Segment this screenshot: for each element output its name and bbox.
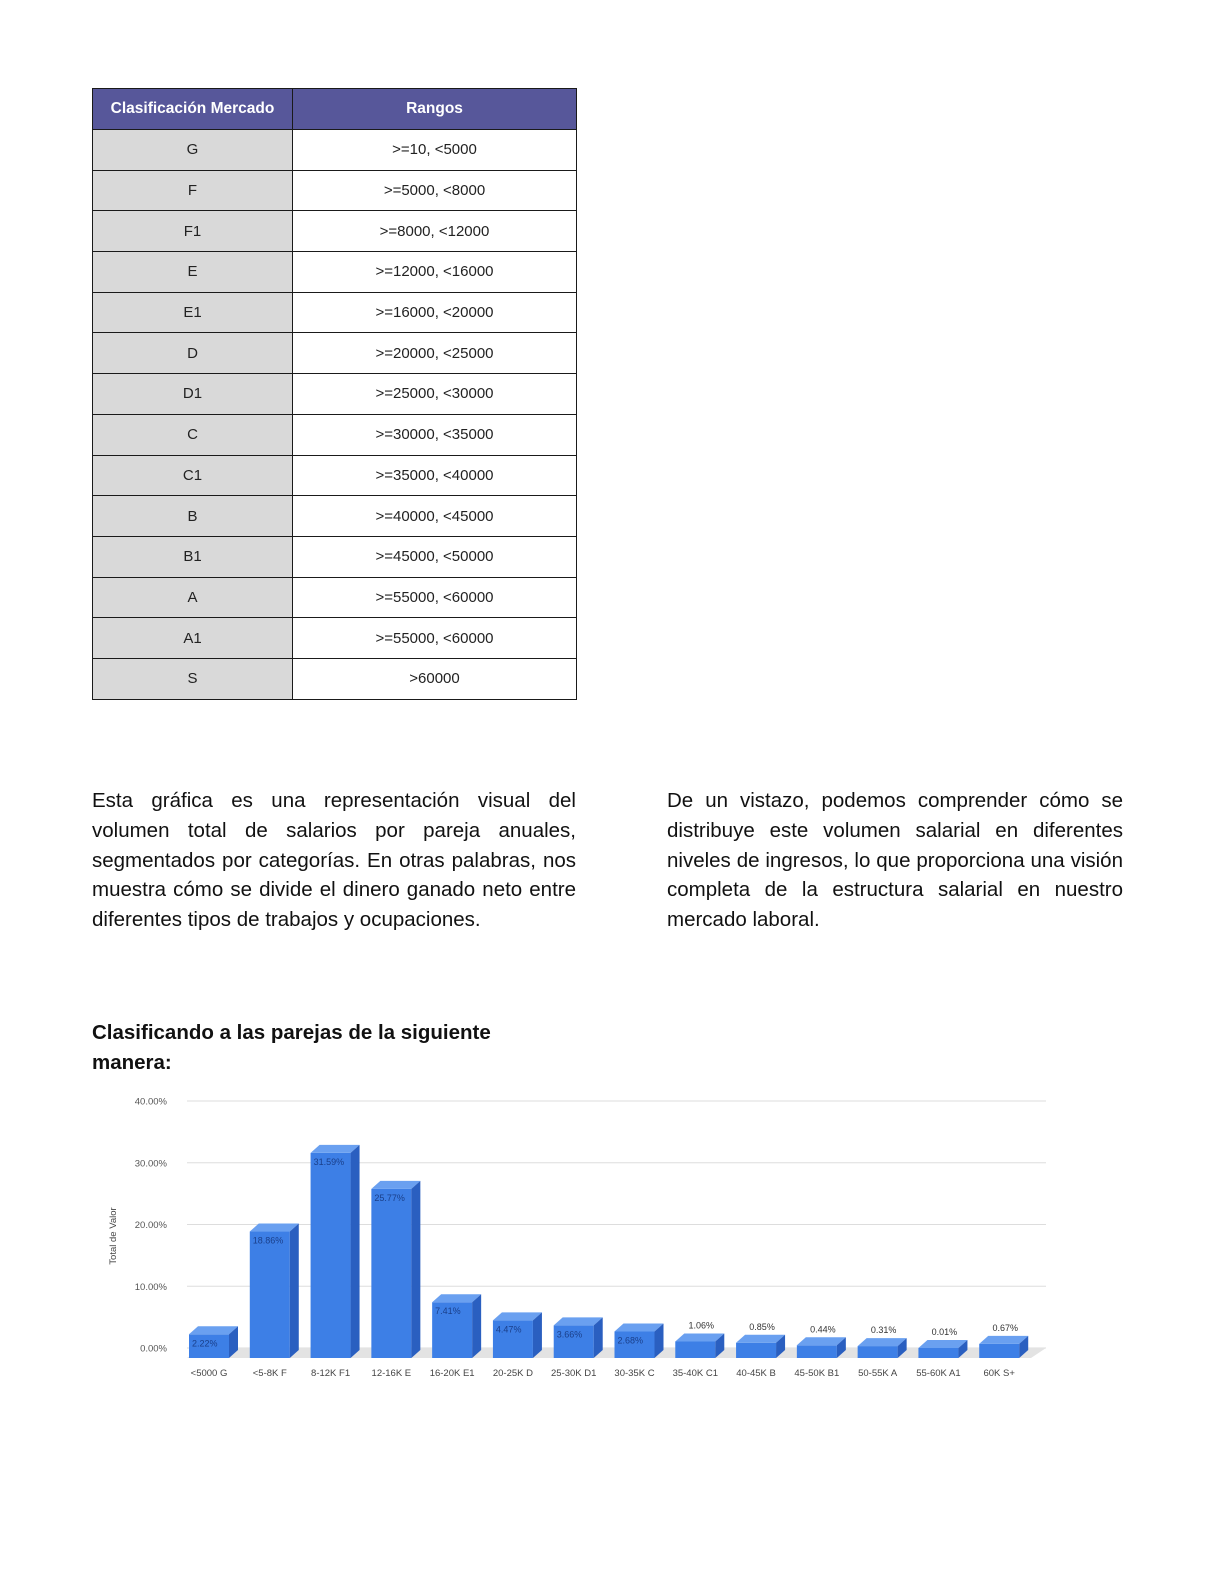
table-header-row	[93, 89, 577, 130]
body-paragraph-right: De un vistazo, podemos comprender cómo se distribuye este volumen salarial en diferentes niveles de ingresos, lo que proporciona una visión completa de la estructura salarial en nuestro mercado laboral.	[667, 789, 1123, 932]
bar-group	[858, 1338, 907, 1358]
bar-side	[533, 1312, 542, 1358]
table-row	[93, 211, 577, 252]
classification-cell: D	[93, 333, 293, 374]
classification-cell: E	[93, 252, 293, 293]
bar	[371, 1189, 411, 1358]
market-classification-table	[92, 88, 577, 700]
x-tick-label: 45-50K B1	[794, 1368, 840, 1379]
data-label: 0.85%	[749, 1321, 775, 1332]
table-row	[93, 374, 577, 415]
range-cell: >=35000, <40000	[293, 455, 577, 496]
table-row	[93, 292, 577, 333]
data-label: 3.66%	[556, 1329, 583, 1340]
classification-cell: D1	[93, 374, 293, 415]
x-tick-label: <5-8K F	[252, 1368, 287, 1379]
classification-cell: C1	[93, 455, 293, 496]
x-tick-label: 35-40K C1	[672, 1368, 718, 1379]
range-cell: >=8000, <12000	[293, 211, 577, 252]
data-label: 0.31%	[870, 1325, 897, 1336]
table-row	[93, 496, 577, 537]
data-label: 2.68%	[617, 1335, 644, 1346]
table-row	[93, 577, 577, 618]
range-cell: >=55000, <60000	[293, 618, 577, 659]
bar	[675, 1341, 715, 1358]
classification-cell: A	[93, 577, 293, 618]
range-cell: >=55000, <60000	[293, 577, 577, 618]
bar	[979, 1344, 1019, 1358]
column-header-classification: Clasificación Mercado	[93, 89, 293, 130]
y-tick-label: 30.00%	[134, 1158, 167, 1170]
classification-cell: S	[93, 658, 293, 699]
bar-side	[351, 1145, 360, 1358]
y-axis-label: Total de Valor	[108, 1207, 119, 1265]
x-tick-label: 20-25K D	[492, 1368, 533, 1379]
range-cell: >=25000, <30000	[293, 374, 577, 415]
bar	[918, 1348, 958, 1358]
data-label: 4.47%	[495, 1324, 522, 1335]
x-tick-label: 60K S+	[983, 1368, 1015, 1379]
bar-side	[411, 1181, 420, 1358]
bar	[311, 1153, 351, 1358]
bar-group	[979, 1336, 1028, 1358]
y-tick-label: 0.00%	[140, 1343, 167, 1355]
classification-cell: G	[93, 130, 293, 171]
y-tick-label: 10.00%	[134, 1281, 167, 1293]
section-heading: Clasificando a las parejas de la siguiente manera:	[92, 1021, 491, 1074]
bar-group	[797, 1337, 846, 1358]
x-tick-label: <5000 G	[190, 1368, 228, 1379]
range-cell: >=20000, <25000	[293, 333, 577, 374]
table-row	[93, 455, 577, 496]
classification-cell: E1	[93, 292, 293, 333]
range-cell: >=40000, <45000	[293, 496, 577, 537]
x-tick-label: 40-45K B	[736, 1368, 776, 1379]
table-row	[93, 414, 577, 455]
table-row	[93, 333, 577, 374]
y-tick-label: 40.00%	[134, 1096, 167, 1108]
classification-cell: B1	[93, 536, 293, 577]
bar-group	[371, 1181, 420, 1358]
table-row	[93, 658, 577, 699]
range-cell: >60000	[293, 658, 577, 699]
data-label: 0.44%	[810, 1324, 836, 1335]
bar-side	[290, 1224, 299, 1358]
bar-group	[736, 1335, 785, 1358]
classification-cell: C	[93, 414, 293, 455]
x-tick-label: 55-60K A1	[916, 1368, 961, 1379]
x-tick-label: 8-12K F1	[311, 1368, 351, 1379]
bar	[858, 1346, 898, 1358]
bar-group	[493, 1312, 542, 1358]
bar	[250, 1232, 290, 1358]
data-label: 0.01%	[931, 1326, 958, 1337]
data-label: 31.59%	[313, 1156, 345, 1167]
x-tick-label: 25-30K D1	[551, 1368, 597, 1379]
table-row	[93, 618, 577, 659]
x-tick-label: 16-20K E1	[429, 1368, 475, 1379]
bar-group	[675, 1333, 724, 1358]
range-cell: >=16000, <20000	[293, 292, 577, 333]
column-header-ranges: Rangos	[293, 89, 577, 130]
bar-group	[918, 1340, 967, 1358]
range-cell: >=30000, <35000	[293, 414, 577, 455]
range-cell: >=45000, <50000	[293, 536, 577, 577]
body-paragraph-left: Esta gráfica es una representación visual del volumen total de salarios por pareja anuales, segmentados por categorías. En otras palabras, nos muestra cómo se divide el dinero ganado neto entre diferentes tipos de trabajos y ocupaciones.	[92, 789, 576, 932]
range-cell: >=12000, <16000	[293, 252, 577, 293]
data-label: 7.41%	[435, 1306, 461, 1317]
classification-cell: B	[93, 496, 293, 537]
classification-cell: A1	[93, 618, 293, 659]
data-label: 18.86%	[252, 1235, 284, 1246]
data-label: 1.06%	[688, 1320, 715, 1331]
x-tick-label: 50-55K A	[858, 1368, 898, 1379]
data-label: 2.22%	[192, 1338, 218, 1349]
classification-cell: F1	[93, 211, 293, 252]
data-label: 25.77%	[374, 1192, 405, 1203]
table-row	[93, 252, 577, 293]
classification-cell: F	[93, 170, 293, 211]
bar	[797, 1345, 837, 1358]
bar-side	[472, 1294, 481, 1358]
table-row	[93, 170, 577, 211]
table-row	[93, 536, 577, 577]
y-tick-label: 20.00%	[134, 1220, 167, 1231]
x-tick-label: 12-16K E	[371, 1368, 412, 1379]
range-cell: >=10, <5000	[293, 130, 577, 171]
table-row	[93, 130, 577, 171]
bar-group	[432, 1294, 481, 1358]
x-tick-label: 30-35K C	[614, 1368, 655, 1379]
bar	[736, 1343, 776, 1358]
bar-group	[311, 1145, 360, 1358]
data-label: 0.67%	[992, 1322, 1018, 1333]
salary-distribution-chart	[100, 1088, 1060, 1388]
range-cell: >=5000, <8000	[293, 170, 577, 211]
